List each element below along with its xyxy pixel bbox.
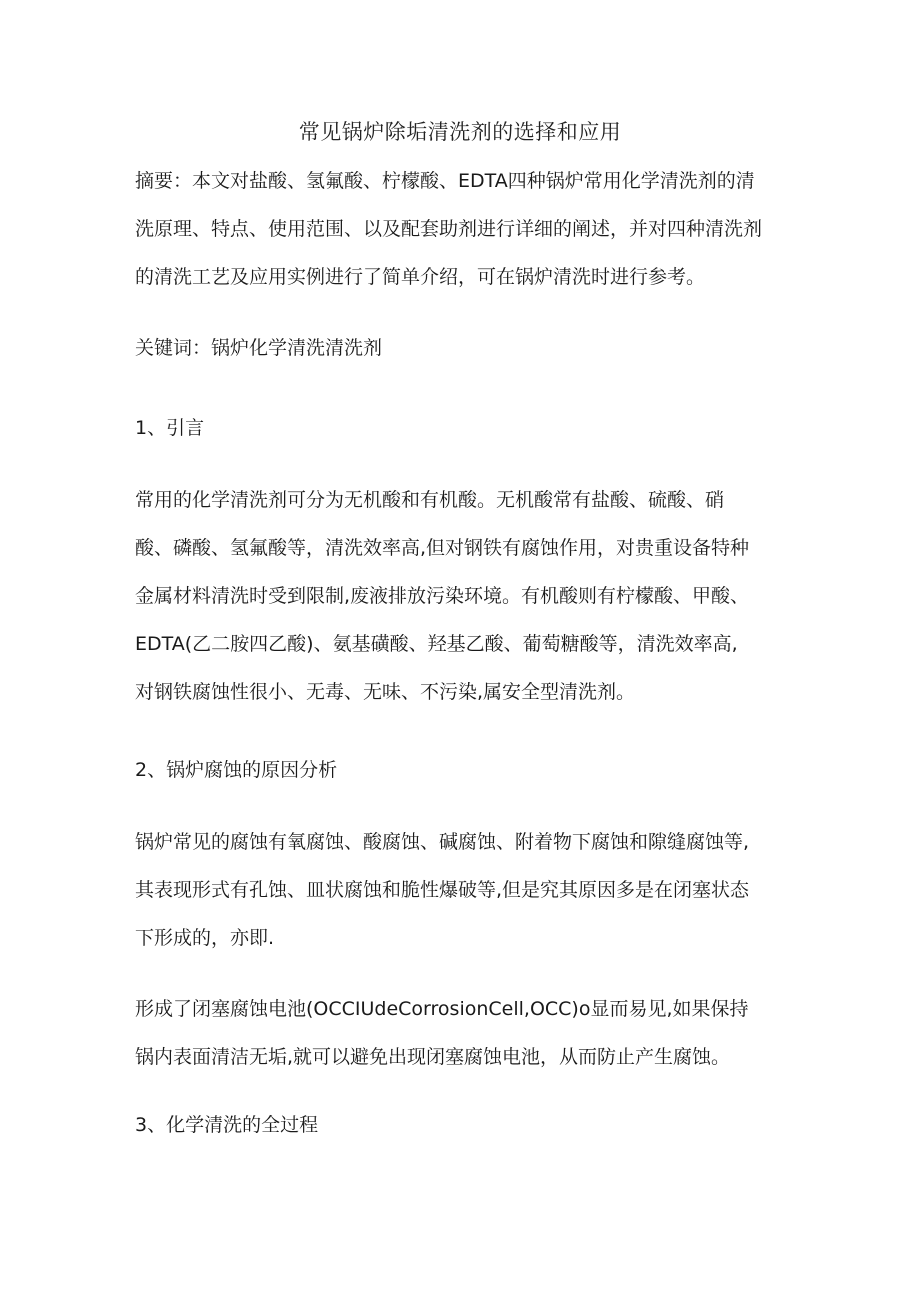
body-line: 金属材料清洗时受到限制,废液排放污染环境。有机酸则有柠檬酸、甲酸、 bbox=[135, 585, 750, 607]
body-line: EDTA(乙二胺四乙酸)、氨基磺酸、羟基乙酸、葡萄糖酸等，清洗效率高, bbox=[135, 633, 738, 655]
section-heading: 2、锅炉腐蚀的原因分析 bbox=[135, 759, 338, 781]
section-heading: 3、化学清洗的全过程 bbox=[135, 1114, 319, 1136]
body-line: 锅炉常见的腐蚀有氧腐蚀、酸腐蚀、碱腐蚀、附着物下腐蚀和隙缝腐蚀等, bbox=[135, 831, 750, 853]
body-line: 酸、磷酸、氢氟酸等，清洗效率高,但对钢铁有腐蚀作用，对贵重设备特种 bbox=[135, 537, 750, 559]
section-heading: 1、引言 bbox=[135, 417, 205, 439]
body-line: 常用的化学清洗剂可分为无机酸和有机酸。无机酸常有盐酸、硫酸、硝 bbox=[135, 489, 725, 511]
body-line: 下形成的，亦即. bbox=[135, 927, 275, 949]
body-line: 其表现形式有孔蚀、皿状腐蚀和脆性爆破等,但是究其原因多是在闭塞状态 bbox=[135, 879, 750, 901]
keywords-line: 关键词：锅炉化学清洗清洗剂 bbox=[135, 337, 383, 359]
document-title: 常见锅炉除垢清洗剂的选择和应用 bbox=[298, 120, 622, 144]
body-line: 锅内表面清洁无垢,就可以避免出现闭塞腐蚀电池，从而防止产生腐蚀。 bbox=[135, 1046, 731, 1068]
abstract-line: 洗原理、特点、使用范围、以及配套助剂进行详细的阐述，并对四种清洗剂 bbox=[135, 218, 763, 240]
abstract-line: 摘要：本文对盐酸、氢氟酸、柠檬酸、EDTA四种锅炉常用化学清洗剂的清 bbox=[135, 170, 755, 192]
body-line: 形成了闭塞腐蚀电池(OCCIUdeCorrosionCell,OCC)o显而易见,如果保持 bbox=[135, 998, 749, 1020]
abstract-line: 的清洗工艺及应用实例进行了简单介绍，可在锅炉清洗时进行参考。 bbox=[135, 266, 706, 288]
body-line: 对钢铁腐蚀性很小、无毒、无味、不污染,属安全型清洗剂。 bbox=[135, 681, 636, 703]
